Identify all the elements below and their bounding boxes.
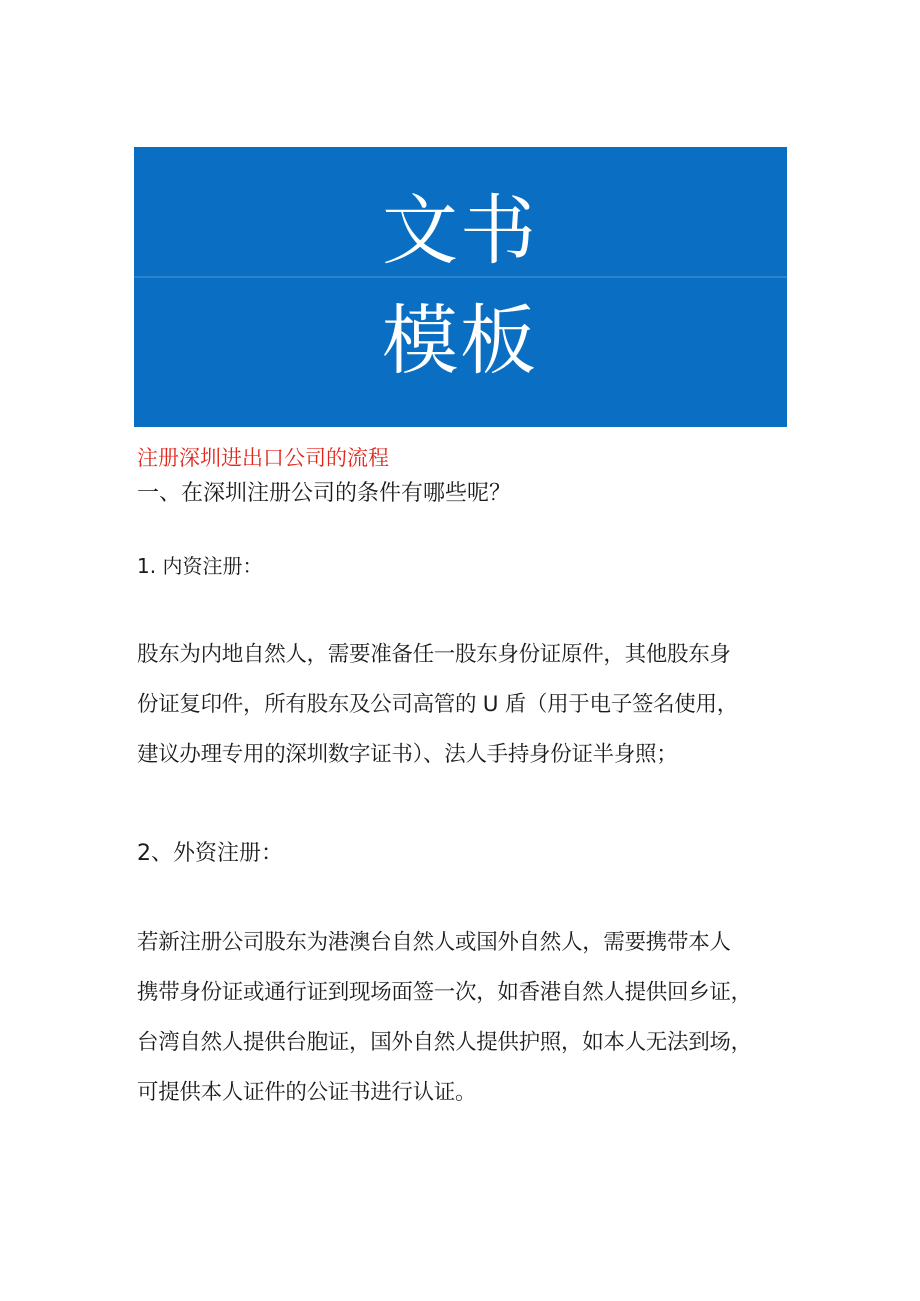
document-title: 注册深圳进出口公司的流程 [137, 446, 389, 470]
paragraph-line: 建议办理专用的深圳数字证书）、法人手持身份证半身照； [137, 742, 678, 767]
subsection-heading-domestic: 1. 内资注册： [137, 554, 263, 578]
paragraph-foreign [137, 918, 809, 1118]
cover-title-line1: 文书 [382, 186, 538, 275]
cover-title-line2: 模板 [382, 296, 538, 385]
subsection-heading-foreign: 2、外资注册： [137, 841, 283, 866]
cover-divider [134, 276, 787, 278]
paragraph-line: 若新注册公司股东为港澳台自然人或国外自然人，需要携带本人 [137, 930, 731, 955]
paragraph-line: 股东为内地自然人，需要准备任一股东身份证原件，其他股东身 [137, 642, 731, 667]
paragraph-line: 可提供本人证件的公证书进行认证。 [137, 1080, 477, 1105]
paragraph-line: 携带身份证或通行证到现场面签一次，如香港自然人提供回乡证， [137, 980, 752, 1005]
paragraph-line: 份证复印件，所有股东及公司高管的 U 盾（用于电子签名使用， [137, 692, 738, 717]
paragraph-domestic [137, 630, 809, 780]
paragraph-line: 台湾自然人提供台胞证，国外自然人提供护照，如本人无法到场， [137, 1030, 752, 1055]
section-heading: 一、在深圳注册公司的条件有哪些呢？ [137, 481, 512, 506]
